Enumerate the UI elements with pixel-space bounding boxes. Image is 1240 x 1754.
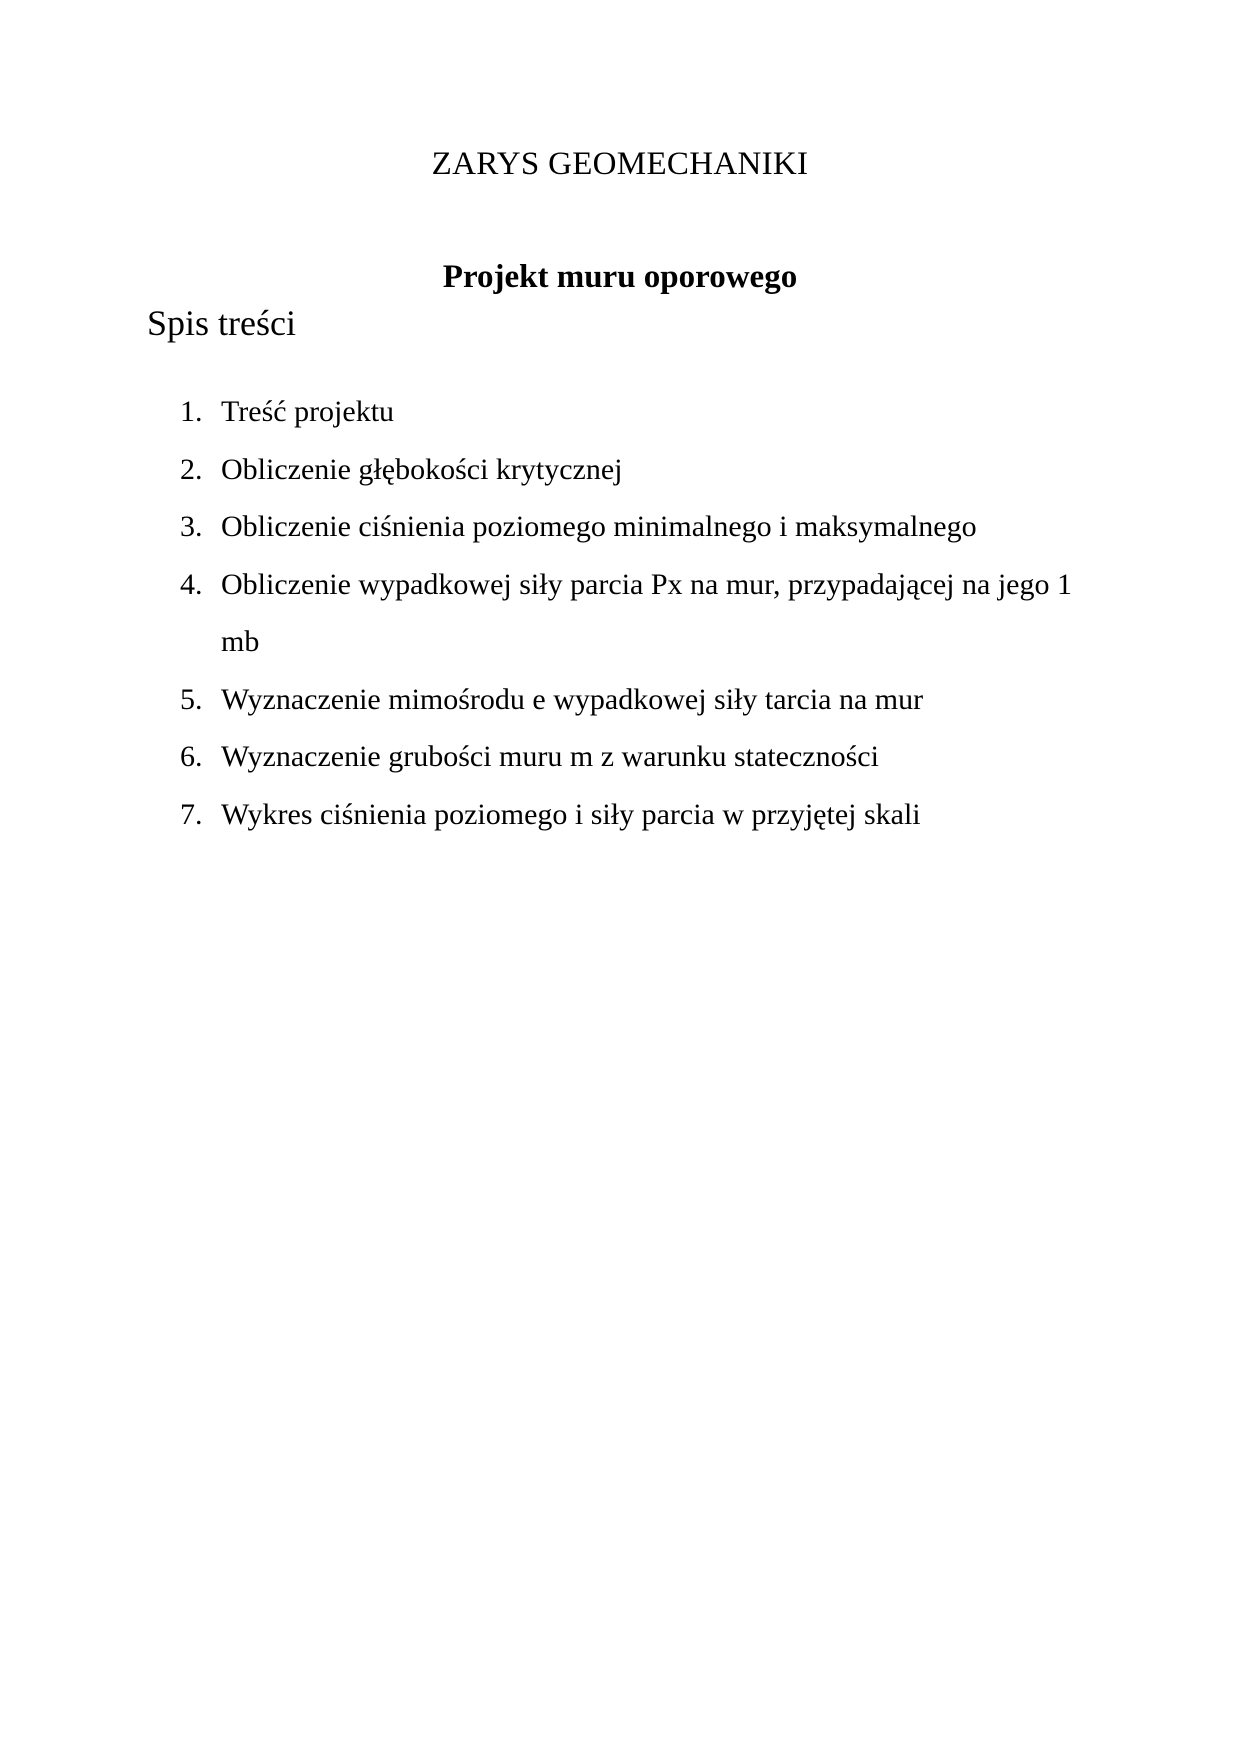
toc-item xyxy=(180,786,1100,844)
toc-item-number: 3. xyxy=(180,510,203,543)
toc-item-text: Wykres ciśnienia poziomego i siły parcia w przyjętej skali xyxy=(221,797,921,831)
toc-item xyxy=(180,441,1100,499)
toc-item-text: Obliczenie głębokości krytycznej xyxy=(221,452,623,486)
toc-item xyxy=(180,671,1100,729)
toc-heading: Spis treści xyxy=(147,303,296,343)
toc-item-number: 4. xyxy=(180,567,203,601)
toc-item-text: Obliczenie wypadkowej siły parcia Px na mur, przypadającej na jego 1 mb xyxy=(221,567,1072,658)
toc-item-text: Wyznaczenie grubości muru m z warunku stateczności xyxy=(221,740,879,773)
toc-item xyxy=(180,556,1100,671)
toc-item-text: Obliczenie ciśnienia poziomego minimalnego i maksymalnego xyxy=(221,510,977,543)
document-title: ZARYS GEOMECHANIKI xyxy=(431,146,809,182)
toc-item xyxy=(180,728,1100,786)
document-subtitle: Projekt muru oporowego xyxy=(442,259,798,295)
toc-list xyxy=(180,383,1100,843)
toc-item-number: 7. xyxy=(180,797,203,831)
toc-item-text: Treść projektu xyxy=(221,395,395,428)
toc-item-number: 5. xyxy=(180,682,203,716)
toc-item xyxy=(180,383,1100,441)
toc-item-number: 6. xyxy=(180,740,203,773)
toc-item xyxy=(180,498,1100,556)
toc-item-text: Wyznaczenie mimośrodu e wypadkowej siły tarcia na mur xyxy=(221,682,924,716)
toc-item-number: 2. xyxy=(180,452,203,486)
toc-item-number: 1. xyxy=(180,395,203,428)
